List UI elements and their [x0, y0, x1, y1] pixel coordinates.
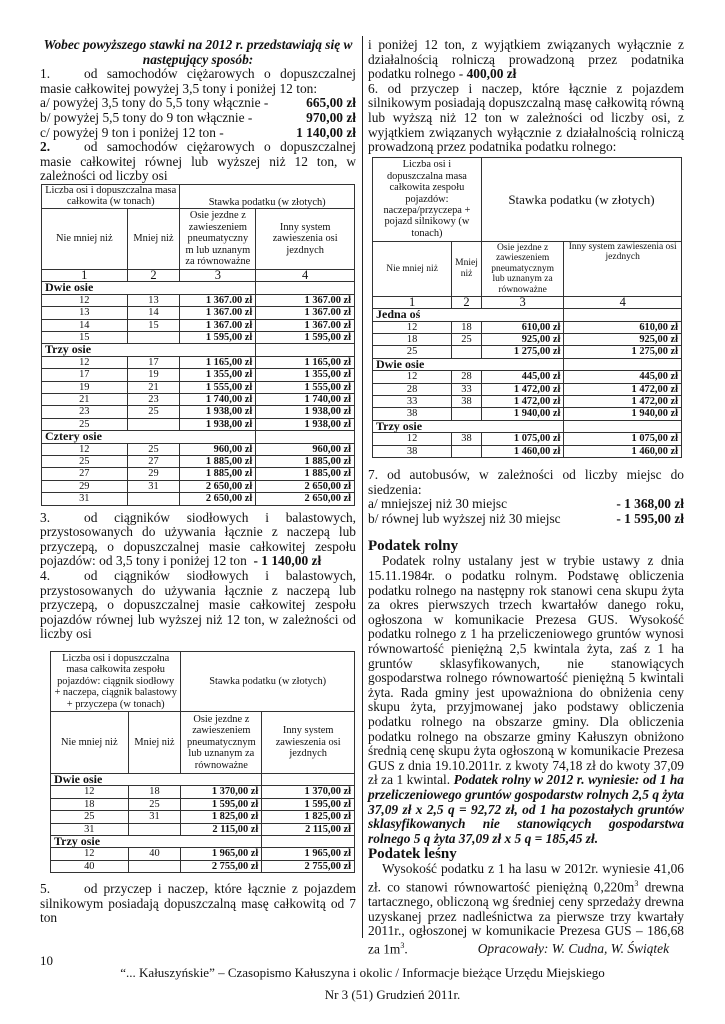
table-row: [373, 433, 682, 445]
cell-min: 40: [51, 860, 129, 872]
cell-min: 15: [42, 331, 128, 343]
section-label: Cztery osie: [42, 431, 256, 443]
cell-rate-pneumatic: 1 595,00 zł: [180, 331, 256, 343]
paragraph-1: 1. od samochodów ciężarowych o dopuszczalnej masie całkowitej powyżej 3,5 tony i poniżej 12 ton:: [40, 66, 356, 96]
cell-max: 17: [127, 356, 180, 368]
cell-rate-pneumatic: 1 825,00 zł: [181, 811, 262, 823]
cell-max: 31: [128, 811, 181, 823]
section-row: [42, 431, 355, 443]
cell-rate-other: 2 650,00 zł: [256, 493, 355, 505]
rate-line: [368, 512, 684, 527]
cell-rate-pneumatic: 1 940,00 zł: [481, 408, 564, 420]
cell-rate-other: 1 940,00 zł: [564, 408, 682, 420]
rate-label: a/ powyżej 3,5 tony do 5,5 tony włącznie -: [40, 95, 269, 111]
cell-rate-pneumatic: 1 885,00 zł: [180, 456, 256, 468]
cell-max: 38: [452, 396, 482, 408]
cell-rate-pneumatic: 445,00 zł: [481, 371, 564, 383]
section-row: [42, 282, 355, 294]
paragraph-podatek-rolny: Podatek rolny ustalany jest w trybie ustawy z dnia 15.11.1984r. o podatku rolnym. Podstawę obliczenia podatku rolnego na następny rok stanowi cena skupu żyta za okres pierwszych trzech kwartałów danego roku, ogłoszona w komunikacie Prezesa GUS. Wysokość podatku rolnego z 1 ha przeliczeniowego gruntów wynosi równowartość pieniężną 2,5 kwintala żyta, zaś z 1 ha gruntów sklasyfikowanych, nie stanowiących gospodarstwa rolnego równowartość pieniężną 5 kwintali żyta. Rada gminy jest upoważniona do obniżenia ceny skupu żyta, przyjmowanej jako podstawy obliczenia podatku rolnego na obszarze gminy. Dla obliczenia podatku rolnego na obszarze gminy Kałuszyn obniżono średnią cenę skupu żyta ogłoszoną w komunikacie Prezesa GUS z dnia 19.10.2011r. z kwoty 74,18 zł do kwoty 37,09 zł za 1 kwintal. Podatek rolny w 2012 r. wyniesie: od 1 ha przeliczeniowego gruntów gospodarstw rolnych 2,5 q żyta 37,09 zł x 2,5 q = 92,72 zł, od 1 ha pozostałych gruntów sklasyfikowanych nie stanowiących gospodarstwa rolnego 5 q żyta 37,09 zł x 5 q = 185,45 zł.: [368, 553, 684, 846]
signature: Opracowały: W. Cudna, W. Świątek: [477, 941, 670, 957]
bus-rates-list: [368, 497, 684, 526]
cell-max: 13: [127, 294, 180, 306]
table-row: [42, 493, 355, 505]
cell-rate-other: 1 165,00 zł: [256, 356, 355, 368]
cell-rate-pneumatic: 2 650,00 zł: [180, 493, 256, 505]
left-column: [40, 38, 356, 926]
cell-rate-other: 1 472,00 zł: [564, 383, 682, 395]
column-number: 4: [564, 296, 682, 308]
section-label: Trzy osie: [373, 420, 564, 432]
cell-min: 31: [42, 493, 128, 505]
column-number: 3: [180, 269, 256, 281]
cell-rate-pneumatic: 1 367.00 zł: [180, 294, 256, 306]
cell-min: 13: [42, 307, 128, 319]
column-number: 1: [42, 269, 128, 281]
paragraph-podatek-lesny: Wysokość podatku z 1 ha lasu w 2012r. wyniesie 41,06 zł. co stanowi równowartość pieniężną $0,220m^3$ drewna tartacznego, obliczoną wg średniej ceny sprzedaży drewna uzyskanej przez nadleśnictwa za pierwsze trzy kwartały 2011r., ogłoszonej w komunikacie Prezesa GUS – 186,68 za $1m^3$. Opracowały: W. Cudna, W. Świątek: [368, 861, 684, 957]
page-number: 10: [40, 953, 53, 968]
section-label: Dwie osie: [42, 282, 256, 294]
section-row: [51, 836, 355, 848]
cell-rate-other: 1 367.00 zł: [256, 319, 355, 331]
cell-rate-pneumatic: 1 938,00 zł: [180, 406, 256, 418]
table-row: [373, 396, 682, 408]
tax-table-tractors: Liczba osi i dopuszczalna masa całkowita zespołu pojazdów: ciągnik siodłowy + naczepa, ciągnik balastowy + przyczepa (w tonach) Stawka podatku (w złotych) Nie mniej niż Mniej niż Osie jezdne z zawieszeniem pneumatycznym lub uznanym za równoważne Inny system zawieszenia osi jezdnych Dwie osie 12 18 1 370,00 zł 1 370,00 zł 18 25 1 595,00 zł 1 595,00 zł 25 31 1 825,00 zł 1 825,00 zł 31 2 115,00 zł 2 115,00 zł Trzy osie 12 40 1 965,00 zł 1 965,00 zł 40 2 755,00 zł 2 755,00 zł: [50, 651, 355, 873]
cell-max: [452, 445, 482, 457]
table-row: [42, 369, 355, 381]
truck-rates-list: [40, 96, 356, 140]
section-row: [51, 774, 355, 786]
cell-rate-pneumatic: 2 115,00 zł: [181, 823, 262, 835]
cell-rate-other: 1 555,00 zł: [256, 381, 355, 393]
cell-max: 27: [127, 456, 180, 468]
cell-min: 31: [51, 823, 129, 835]
cell-rate-pneumatic: 610,00 zł: [481, 321, 564, 333]
cell-min: 27: [42, 468, 128, 480]
rate-label: b/ równej lub wyższej niż 30 miejsc: [368, 510, 561, 526]
paragraph-5: 5. od przyczep i naczep, które łącznie z pojazdem silnikowym posiadają dopuszczalną masę całkowitą od 7 ton: [40, 881, 356, 926]
footer-title: “... Kałuszyńskie” – Czasopismo Kałuszyna i okolic / Informacje bieżące Urzędu Miejskiego: [120, 965, 605, 980]
cell-rate-pneumatic: 1 938,00 zł: [180, 418, 256, 430]
cell-min: 19: [42, 381, 128, 393]
cell-min: 25: [42, 456, 128, 468]
cell-min: 25: [373, 346, 452, 358]
cell-rate-other: 1 472,00 zł: [564, 396, 682, 408]
section-row: [373, 420, 682, 432]
cell-rate-other: 610,00 zł: [564, 321, 682, 333]
cell-min: 12: [373, 371, 452, 383]
table-body: [42, 269, 355, 505]
paragraph-3: 3. od ciągników siodłowych i balastowych, przystosowanych do używania łącznie z naczepą lub przyczepą, o dopuszczalnej masie całkowitej zespołu pojazdów: od 3,5 tony i poniżej 12 ton - 1 140,00 zł: [40, 509, 356, 569]
cell-rate-pneumatic: 1 595,00 zł: [181, 798, 262, 810]
rate-value: 665,00 zł: [306, 95, 356, 111]
cell-max: 25: [127, 406, 180, 418]
cell-min: 21: [42, 394, 128, 406]
section-label: Dwie osie: [51, 774, 262, 786]
cell-max: 25: [452, 333, 482, 345]
cell-rate-other: 1 367.00 zł: [256, 307, 355, 319]
cell-rate-pneumatic: 2 650,00 zł: [180, 480, 256, 492]
cell-max: [127, 493, 180, 505]
paragraph-6: 6. od przyczep i naczep, które łącznie z pojazdem silnikowym posiadają dopuszczalną masę całkowitą równą lub wyższą niż 12 ton w zależności od liczby osi, z wyjątkiem związanych wyłącznie z działalnością rolniczą prowadzoną przez podatnika podatku rolnego:: [368, 80, 684, 155]
cell-rate-other: 1 595,00 zł: [256, 331, 355, 343]
section-heading: Wobec powyższego stawki na 2012 r. przedstawiają się w następujący sposób:: [43, 37, 353, 67]
cell-max: 23: [127, 394, 180, 406]
cell-rate-pneumatic: 1 165,00 zł: [180, 356, 256, 368]
table-row: [51, 786, 355, 798]
section-empty: [564, 358, 682, 370]
cell-min: 17: [42, 369, 128, 381]
cell-min: 12: [51, 786, 129, 798]
cell-min: 12: [373, 433, 452, 445]
section-row: [373, 309, 682, 321]
cell-rate-other: 1 595,00 zł: [262, 798, 355, 810]
cell-rate-pneumatic: 1 367.00 zł: [180, 319, 256, 331]
cell-min: 12: [42, 443, 128, 455]
rate-label: a/ mniejszej niż 30 miejsc: [368, 496, 508, 512]
section-label: Trzy osie: [42, 344, 256, 356]
cell-max: 25: [127, 443, 180, 455]
section-empty: [564, 309, 682, 321]
cell-max: 28: [452, 371, 482, 383]
cell-max: 14: [127, 307, 180, 319]
paragraph-4: 4. od ciągników siodłowych i balastowych, przystosowanych do używania łącznie z naczepą lub przyczepą, o dopuszczalnej masie całkowitej zespołu pojazdów równej lub wyższej niż 12 ton, w zależności od liczby osi: [40, 568, 356, 642]
cell-rate-other: 960,00 zł: [256, 443, 355, 455]
paragraph-2: 2. od samochodów ciężarowych o dopuszczalnej masie całkowitej równej lub wyższej niż 12 ton, w zależności od liczby osi: [40, 139, 356, 184]
cell-rate-pneumatic: 2 755,00 zł: [181, 860, 262, 872]
cell-max: 33: [452, 383, 482, 395]
cell-rate-other: 1 740,00 zł: [256, 394, 355, 406]
cell-rate-other: 2 650,00 zł: [256, 480, 355, 492]
section-empty: [262, 774, 355, 786]
cell-rate-pneumatic: 1 367.00 zł: [180, 307, 256, 319]
cell-max: [452, 408, 482, 420]
cell-rate-pneumatic: 1 965,00 zł: [181, 848, 262, 860]
cell-max: 18: [452, 321, 482, 333]
table-row: [373, 383, 682, 395]
section-empty: [256, 282, 355, 294]
table-row: [42, 294, 355, 306]
cell-min: 18: [51, 798, 129, 810]
rate-value: 970,00 zł: [306, 109, 356, 125]
cell-max: [127, 331, 180, 343]
table-row: [42, 468, 355, 480]
cell-rate-other: 1 355,00 zł: [256, 369, 355, 381]
cell-rate-pneumatic: 1 370,00 zł: [181, 786, 262, 798]
cell-min: 12: [373, 321, 452, 333]
table-row: [51, 848, 355, 860]
column-number: 1: [373, 296, 452, 308]
table-row: [51, 811, 355, 823]
cell-min: 29: [42, 480, 128, 492]
section-row: [42, 344, 355, 356]
rate-label: c/ powyżej 9 ton i poniżej 12 ton -: [40, 124, 224, 140]
table-row: [42, 443, 355, 455]
cell-rate-other: 1 938,00 zł: [256, 418, 355, 430]
cell-max: 25: [128, 798, 181, 810]
table-row: [42, 480, 355, 492]
table-row: [51, 860, 355, 872]
cell-max: [128, 823, 181, 835]
cell-rate-pneumatic: 1 460,00 zł: [481, 445, 564, 457]
section-empty: [256, 431, 355, 443]
cell-rate-pneumatic: 1 555,00 zł: [180, 381, 256, 393]
tax-table-trucks: Liczba osi i dopuszczalna masa całkowita (w tonach) Stawka podatku (w złotych) Nie mniej niż Mniej niż Osie jezdne z zawieszeniem pneumatyczny m lub uznanym za równoważne Inny system zawieszenia osi jezdnych 1 2 3 4 Dwie osie 12 13 1 367.00 zł 1 367.00 zł 13 14 1 367.00 zł 1 367.00 zł 14 15 1 367.00 zł 1 367.00 zł 15 1 595,00 zł 1 595,00 zł Trzy osie 12 17 1 165,00 zł 1 165,00 zł 17 19 1 355,00 zł 1 355,00 zł 19 21 1 555,00 zł 1 555,00 zł 21 23 1 740,00 zł 1 740,00 zł 23 25 1 938,00 zł 1 938,00 zł 25 1 938,00 zł 1 938,00 zł Cztery osie 12 25 960,00 zł 960,00 zł 25 27 1 885,00 zł 1 885,00 zł 27 29 1 885,00 zł 1 885,00 zł 29 31 2 650,00 zł 2 650,00 zł 31 2 650,00 zł 2 650,00 zł: [41, 184, 355, 506]
footer-issue: Nr 3 (51) Grudzień 2011r.: [324, 987, 461, 1002]
cell-max: 15: [127, 319, 180, 331]
paragraph-7: 7. od autobusów, w zależności od liczby miejsc do siedzenia:: [368, 467, 684, 497]
section-empty: [256, 344, 355, 356]
cell-rate-pneumatic: 1 075,00 zł: [481, 433, 564, 445]
cell-max: 29: [127, 468, 180, 480]
cell-rate-pneumatic: 1 472,00 zł: [481, 383, 564, 395]
rate-label: b/ powyżej 5,5 tony do 9 ton włącznie -: [40, 109, 253, 125]
cell-min: 25: [51, 811, 129, 823]
column-number: 2: [452, 296, 482, 308]
table-row: [373, 321, 682, 333]
rate-line: [40, 126, 356, 141]
cell-rate-other: 1 965,00 zł: [262, 848, 355, 860]
cell-rate-other: 1 938,00 zł: [256, 406, 355, 418]
cell-rate-other: 925,00 zł: [564, 333, 682, 345]
cell-rate-pneumatic: 925,00 zł: [481, 333, 564, 345]
column-divider: [362, 36, 363, 938]
cell-rate-pneumatic: 1 275,00 zł: [481, 346, 564, 358]
cell-rate-other: 2 755,00 zł: [262, 860, 355, 872]
rate-line: [368, 497, 684, 512]
table-row: [51, 798, 355, 810]
cell-min: 18: [373, 333, 452, 345]
cell-rate-other: 1 275,00 zł: [564, 346, 682, 358]
section-row: [373, 358, 682, 370]
cell-rate-other: 2 115,00 zł: [262, 823, 355, 835]
rate-line: [40, 96, 356, 111]
cell-min: 12: [42, 356, 128, 368]
cell-max: [128, 860, 181, 872]
column-number: 3: [481, 296, 564, 308]
cell-max: 38: [452, 433, 482, 445]
rate-value: 1 140,00 zł: [296, 124, 356, 140]
cell-min: 23: [42, 406, 128, 418]
cell-min: 14: [42, 319, 128, 331]
table-row: [42, 394, 355, 406]
table-row: [42, 406, 355, 418]
table-row: [373, 371, 682, 383]
cell-rate-pneumatic: 1 740,00 zł: [180, 394, 256, 406]
cell-rate-pneumatic: 1 355,00 zł: [180, 369, 256, 381]
column-number: 2: [127, 269, 180, 281]
cell-rate-pneumatic: 1 885,00 zł: [180, 468, 256, 480]
paragraph-5-continued: i poniżej 12 ton, z wyjątkiem związanych wyłącznie z działalnością rolniczą prowadzoną przez podatnika podatku rolnego - 400,00 zł: [368, 37, 684, 82]
tax-table-trailers: Liczba osi i dopuszczalna masa całkowita zespołu pojazdów: naczepa/przyczepa + pojazd silnikowy (w tonach) Stawka podatku (w złotych) Nie mniej niż Mniej niż Osie jezdne z zawieszeniem pneumatycznym lub uznanym za równoważne Inny system zawieszenia osi jezdnych 1 2 3 4 Jedna oś 12 18 610,00 zł 610,00 zł 18 25 925,00 zł 925,00 zł 25 1 275,00 zł 1 275,00 zł Dwie osie 12 28 445,00 zł 445,00 zł 28 33 1 472,00 zł 1 472,00 zł 33 38 1 472,00 zł 1 472,00 zł 38 1 940,00 zł 1 940,00 zł Trzy osie 12 38 1 075,00 zł 1 075,00 zł 38 1 460,00 zł 1 460,00 zł: [372, 157, 682, 458]
heading-podatek-lesny: Podatek leśny: [368, 846, 457, 863]
table-row: [42, 307, 355, 319]
table-body: [373, 296, 682, 457]
cell-min: 28: [373, 383, 452, 395]
rate-value: - 1 595,00 zł: [616, 510, 684, 526]
table-row: [42, 356, 355, 368]
cell-rate-pneumatic: 1 472,00 zł: [481, 396, 564, 408]
section-empty: [262, 836, 355, 848]
cell-max: 19: [127, 369, 180, 381]
cell-min: 12: [51, 848, 129, 860]
rate-value: - 1 368,00 zł: [616, 496, 684, 512]
table-row: [42, 456, 355, 468]
section-empty: [564, 420, 682, 432]
cell-min: 38: [373, 408, 452, 420]
cell-max: 18: [128, 786, 181, 798]
cell-min: 33: [373, 396, 452, 408]
cell-max: 21: [127, 381, 180, 393]
cell-rate-pneumatic: 960,00 zł: [180, 443, 256, 455]
cell-rate-other: 1 370,00 zł: [262, 786, 355, 798]
table-row: [42, 381, 355, 393]
cell-rate-other: 1 367.00 zł: [256, 294, 355, 306]
cell-rate-other: 1 075,00 zł: [564, 433, 682, 445]
table-row: [42, 319, 355, 331]
section-label: Trzy osie: [51, 836, 262, 848]
cell-max: 40: [128, 848, 181, 860]
cell-rate-other: 445,00 zł: [564, 371, 682, 383]
cell-min: 12: [42, 294, 128, 306]
table-body: [51, 774, 355, 873]
section-label: Dwie osie: [373, 358, 564, 370]
cell-min: 38: [373, 445, 452, 457]
cell-max: 31: [127, 480, 180, 492]
rate-line: [40, 111, 356, 126]
cell-rate-other: 1 885,00 zł: [256, 456, 355, 468]
heading-podatek-rolny: Podatek rolny: [368, 538, 459, 555]
cell-rate-other: 1 825,00 zł: [262, 811, 355, 823]
cell-max: [452, 346, 482, 358]
column-number: 4: [256, 269, 355, 281]
cell-min: 25: [42, 418, 128, 430]
table-row: [373, 333, 682, 345]
table-row: [373, 445, 682, 457]
right-column: [368, 38, 684, 957]
cell-rate-other: 1 885,00 zł: [256, 468, 355, 480]
cell-max: [127, 418, 180, 430]
cell-rate-other: 1 460,00 zł: [564, 445, 682, 457]
section-label: Jedna oś: [373, 309, 564, 321]
